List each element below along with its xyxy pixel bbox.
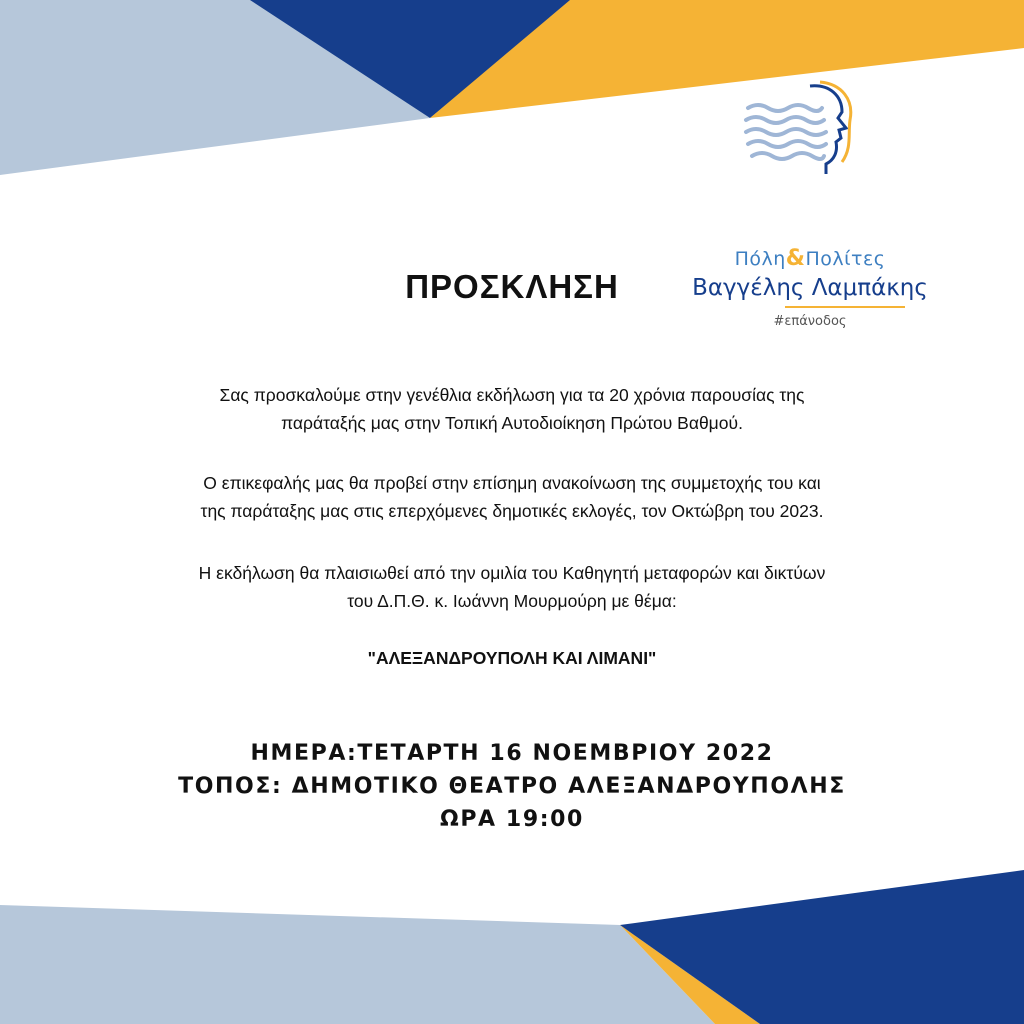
party-logo — [690, 78, 930, 329]
intro-paragraph — [80, 381, 944, 437]
intro-line-1: Σας προσκαλούμε στην γενέθλια εκδήλωση για τα 20 χρόνια παρουσίας της — [219, 385, 805, 405]
speaker-line-1: Η εκδήλωση θα πλαισιωθεί από την ομιλία του Καθηγητή μεταφορών και δικτύων — [198, 563, 826, 583]
event-details — [0, 737, 1024, 836]
logo-divider — [785, 306, 905, 308]
speaker-paragraph — [80, 559, 944, 615]
invitation-title: ΠΡΟΣΚΛΗΣΗ — [405, 268, 619, 305]
logo-hashtag: #επάνοδος — [773, 314, 847, 329]
intro-line-2: παράταξής μας στην Τοπική Αυτοδιοίκηση Πρώτου Βαθμού. — [281, 413, 743, 433]
logo-candidate-name: Βαγγέλης Λαμπάκης — [692, 275, 928, 301]
event-date: ΗΜΕΡΑ:ΤΕΤΑΡΤΗ 16 ΝΟΕΜΒΡΙΟΥ 2022 — [250, 741, 774, 766]
announcement-line-1: Ο επικεφαλής μας θα προβεί στην επίσημη ανακοίνωση της συμμετοχής του και — [203, 473, 821, 493]
logo-slogan-part1: Πόλη — [734, 248, 786, 270]
announcement-line-2: της παράταξης μας στις επερχόμενες δημοτικές εκλογές, τον Οκτώβρη του 2023. — [200, 501, 824, 521]
event-time: ΩΡΑ 19:00 — [440, 807, 584, 832]
speaker-line-2: του Δ.Π.Θ. κ. Ιωάννη Μουρμούρη με θέμα: — [347, 591, 677, 611]
logo-ampersand: & — [785, 246, 806, 271]
bottom-light-blue-band — [0, 905, 715, 1024]
speech-topic: "ΑΛΕΞΑΝΔΡΟΥΠΟΛΗ ΚΑΙ ΛΙΜΑΝΙ" — [367, 648, 657, 668]
profile-waves-logo-icon — [738, 78, 858, 178]
logo-slogan-part2: Πολίτες — [805, 248, 886, 270]
event-place: ΤΟΠΟΣ: ΔΗΜΟΤΙΚΟ ΘΕΑΤΡΟ ΑΛΕΞΑΝΔΡΟΥΠΟΛΗΣ — [178, 774, 846, 799]
announcement-paragraph — [80, 469, 944, 525]
